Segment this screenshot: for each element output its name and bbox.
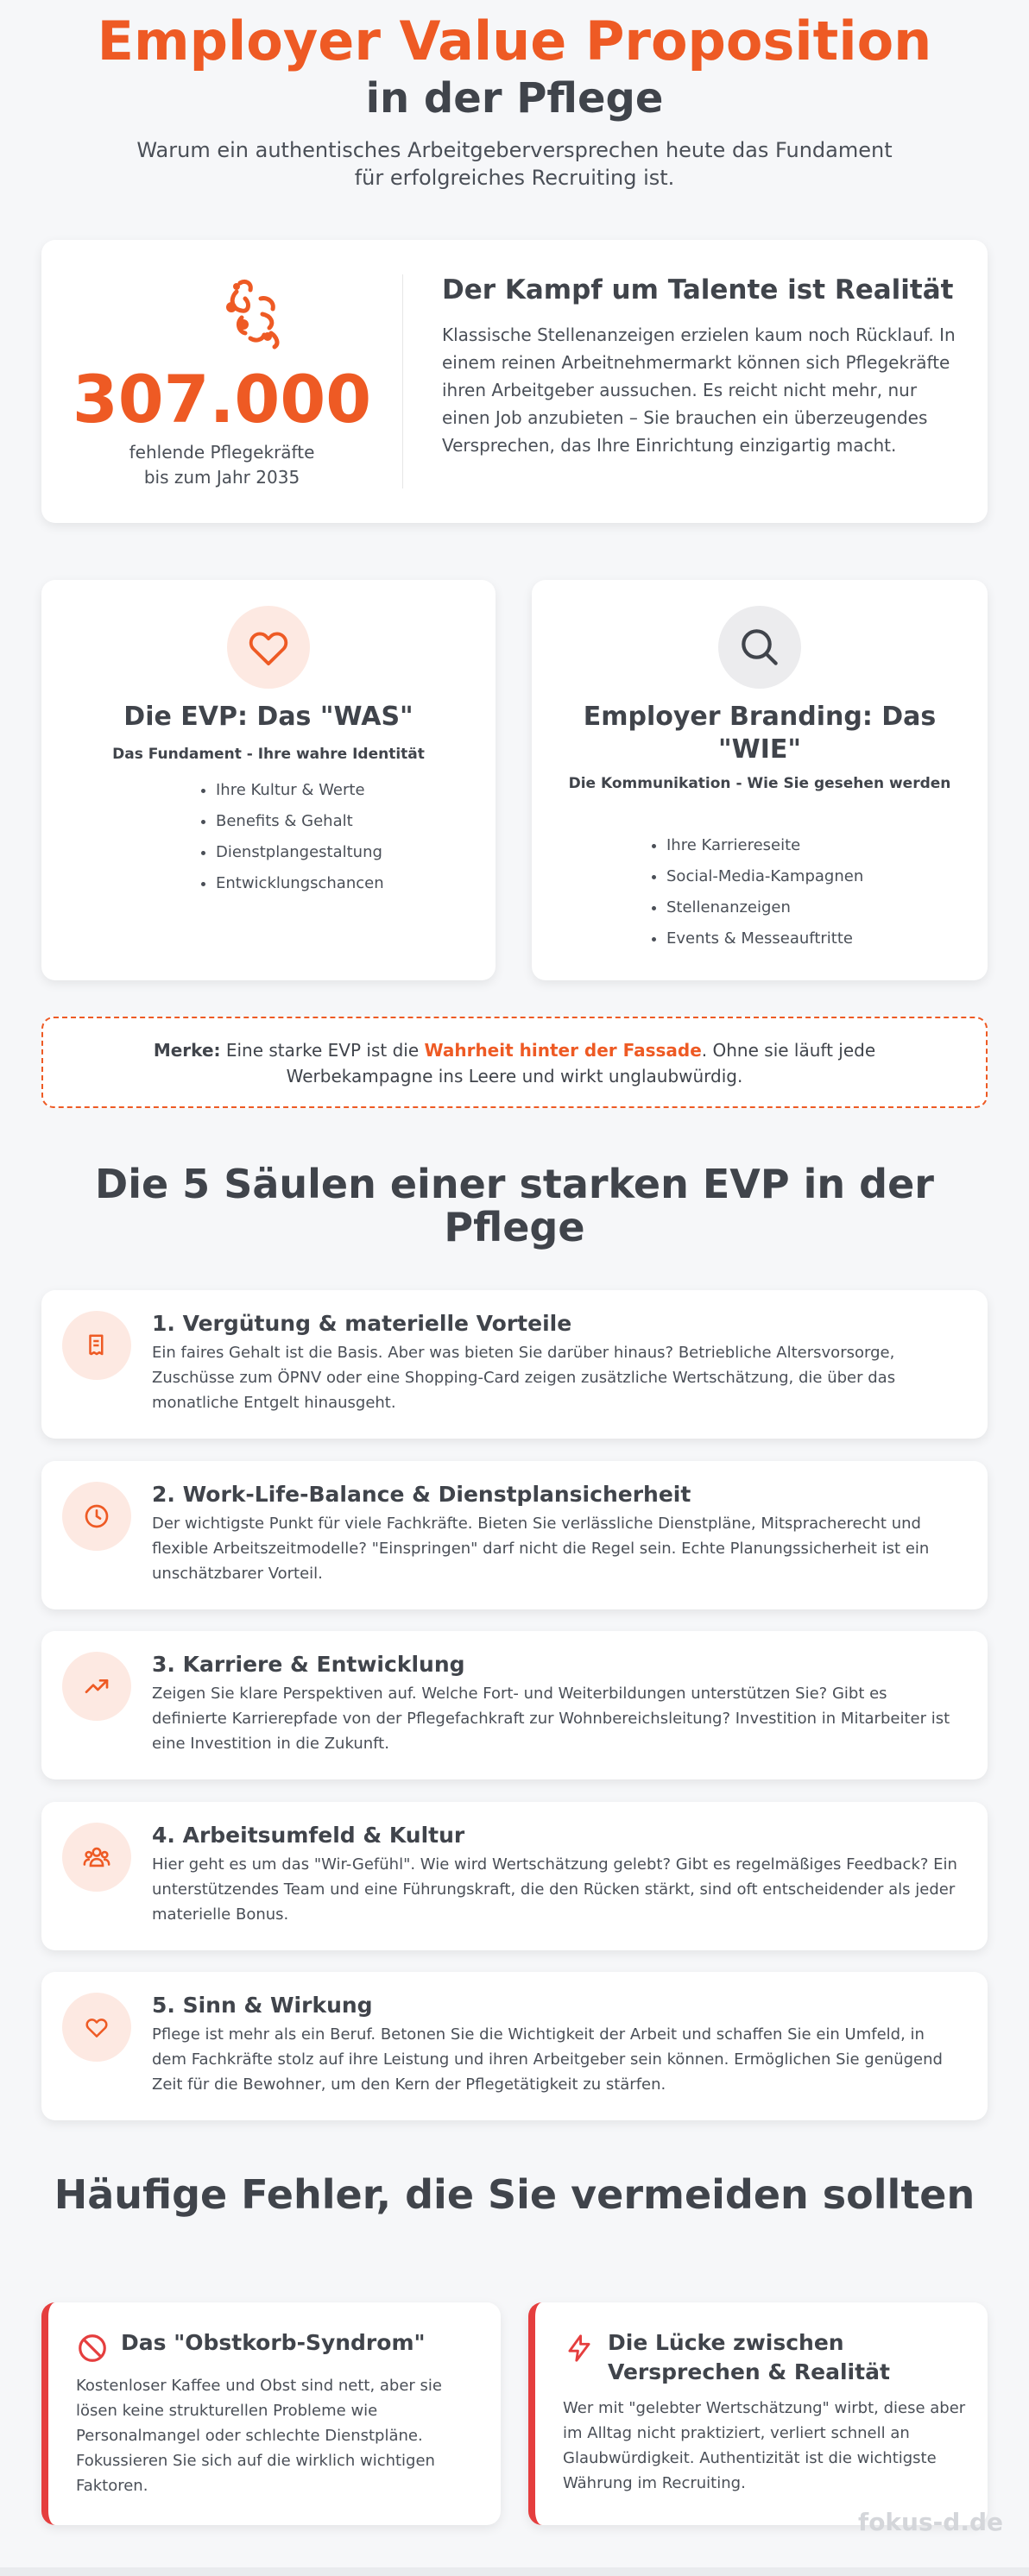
pillar-icon-circle xyxy=(62,1823,131,1892)
stat-heading: Der Kampf um Talente ist Realität xyxy=(442,274,954,305)
branding-subtitle: Die Kommunikation - Wie Sie gesehen werden xyxy=(568,775,951,792)
heart-icon xyxy=(84,2014,110,2040)
pillar-text: Hier geht es um das "Wir-Gefühl". Wie wird Wertschätzung gelebt? Gibt es regelmäßiges Feedback? Ein unterstützendes Team und eine Führungskraft, die den Rücken stärkt, sind oft entscheidender als jeder materielle Bonus. xyxy=(152,1855,957,1924)
lead-text: Warum ein authentisches Arbeitgeberversprechen heute das Fundament für erfolgreiches Recruiting ist. xyxy=(136,138,893,190)
stat-block xyxy=(41,240,402,523)
branding-card xyxy=(532,580,988,980)
list-item: • Events & Messeauftritte xyxy=(666,923,863,954)
mistake-title: Die Lücke zwischen Versprechen & Realität xyxy=(608,2330,890,2384)
pillar-text: Der wichtigste Punkt für viele Fachkräfte. Bieten Sie verlässliche Dienstpläne, Mitspracherecht und flexible Arbeitszeitmodelle? "Einspringen" darf nicht die Regel sein. Echte Planungssicherheit ist ein unschätzbarer Vorteil. xyxy=(152,1515,930,1583)
stat-number: 307.000 xyxy=(72,361,372,438)
note-label: Merke: xyxy=(153,1040,221,1061)
pillar-text: Ein faires Gehalt ist die Basis. Aber was bieten Sie darüber hinaus? Betriebliche Altersvorsorge, Zuschüsse zum ÖPNV oder eine Shopping-Card zeigen zusätzliche Wertschätzung, die über das monatliche Entgelt hinausgeht. xyxy=(152,1344,896,1412)
list-item: • Dienstplangestaltung xyxy=(216,837,384,868)
clock-icon xyxy=(83,1502,110,1530)
note-text-before: Eine starke EVP ist die xyxy=(220,1040,425,1061)
note-highlight: Wahrheit hinter der Fassade xyxy=(424,1040,702,1061)
heart-icon xyxy=(245,624,292,671)
trending-up-icon xyxy=(83,1672,110,1700)
branding-list xyxy=(647,830,863,954)
evp-icon-circle xyxy=(227,606,310,689)
lightning-icon xyxy=(563,2332,596,2365)
pillar-icon-circle xyxy=(62,1482,131,1551)
mistake-text: Kostenloser Kaffee und Obst sind nett, aber sie lösen keine strukturellen Probleme wie Personalmangel oder schlechte Dienstpläne. Fokussieren Sie sich auf die wirklich wichtigen Faktoren. xyxy=(76,2377,443,2495)
list-item: • Ihre Karriereseite xyxy=(666,830,863,861)
mistake-title: Das "Obstkorb-Syndrom" xyxy=(121,2330,426,2355)
list-item: • Social-Media-Kampagnen xyxy=(666,861,863,892)
pillar-card xyxy=(41,1631,988,1779)
people-network-icon xyxy=(211,273,300,362)
list-item: • Benefits & Gehalt xyxy=(216,806,384,837)
branding-icon-circle xyxy=(718,606,801,689)
team-icon xyxy=(82,1842,111,1872)
pillar-title: 3. Karriere & Entwicklung xyxy=(152,1652,465,1677)
list-item: • Entwicklungschancen xyxy=(216,868,384,899)
page-title: Employer Value Proposition xyxy=(97,9,932,72)
pillar-title: 2. Work-Life-Balance & Dienstplansicherheit xyxy=(152,1482,691,1507)
branding-title: Employer Branding: Das "WIE" xyxy=(583,702,937,765)
pillar-title: 5. Sinn & Wirkung xyxy=(152,1993,373,2018)
pillar-title: 4. Arbeitsumfeld & Kultur xyxy=(152,1823,465,1848)
pillars-title: Die 5 Säulen einer starken EVP in der Pflege xyxy=(95,1161,934,1250)
note-text-after: . Ohne sie läuft jede Werbekampagne ins Leere und wirkt unglaubwürdig. xyxy=(286,1040,876,1086)
search-icon xyxy=(735,623,784,671)
pillar-icon-circle xyxy=(62,1993,131,2062)
mistakes-title: Häufige Fehler, die Sie vermeiden sollten xyxy=(54,2171,975,2218)
pillar-card xyxy=(41,1461,988,1609)
list-item: • Ihre Kultur & Werte xyxy=(216,775,384,806)
pillar-card xyxy=(41,1802,988,1950)
evp-card xyxy=(41,580,496,980)
mistake-text: Wer mit "gelebter Wertschätzung" wirbt, diese aber im Alltag nicht praktiziert, verliert schnell an Glaubwürdigkeit. Authentizität ist die wichtigste Währung im Recruiting. xyxy=(563,2399,966,2492)
prohibited-icon xyxy=(76,2332,109,2365)
watermark: fokus-d.de xyxy=(858,2508,1003,2536)
stat-label-line1: fehlende Pflegekräfte xyxy=(129,442,315,463)
pillar-card xyxy=(41,1290,988,1439)
pillar-card xyxy=(41,1972,988,2120)
stat-text: Klassische Stellenanzeigen erzielen kaum noch Rücklauf. In einem reinen Arbeitnehmermarkt können sich Pflegekräfte ihren Arbeitgeber aussuchen. Es reicht nicht mehr, nur einen Job anzubieten – Sie brauchen ein überzeugendes Versprechen, das Ihre Einrichtung einzigartig macht. xyxy=(442,324,956,456)
note-box xyxy=(41,1017,988,1108)
receipt-icon xyxy=(84,1332,110,1358)
list-item: • Stellenanzeigen xyxy=(666,892,863,923)
page-subtitle: in der Pflege xyxy=(365,74,664,123)
mistake-card xyxy=(41,2302,501,2525)
stat-divider xyxy=(402,274,403,488)
stat-text-block xyxy=(442,273,960,459)
header xyxy=(0,10,1029,192)
pillar-text: Pflege ist mehr als ein Beruf. Betonen Sie die Wichtigkeit der Arbeit und schaffen Sie ein Umfeld, in dem Fachkräfte stolz auf ihre Leistung und ihren Arbeitgeber sein können. Ermöglichen Sie genügend Zeit für die Bewohner, um den Kern der Pflegetätigkeit zu stärfen. xyxy=(152,2025,943,2094)
stat-label xyxy=(41,440,402,490)
stat-card xyxy=(41,240,988,523)
pillar-text: Zeigen Sie klare Perspektiven auf. Welche Fort- und Weiterbildungen unterstützen Sie? Gibt es definierte Karrierepfade von der Pflegefachkraft zur Wohnbereichsleitung? Investition in Mitarbeiter ist eine Investition in die Zukunft. xyxy=(152,1685,950,1753)
evp-title: Die EVP: Das "WAS" xyxy=(123,702,413,732)
pillar-icon-circle xyxy=(62,1311,131,1380)
bottom-bar xyxy=(0,2567,1029,2576)
stat-label-line2: bis zum Jahr 2035 xyxy=(143,467,300,488)
mistake-card xyxy=(528,2302,988,2525)
evp-list xyxy=(197,775,384,899)
evp-subtitle: Das Fundament - Ihre wahre Identität xyxy=(112,746,425,763)
pillar-title: 1. Vergütung & materielle Vorteile xyxy=(152,1311,572,1336)
pillar-icon-circle xyxy=(62,1652,131,1721)
